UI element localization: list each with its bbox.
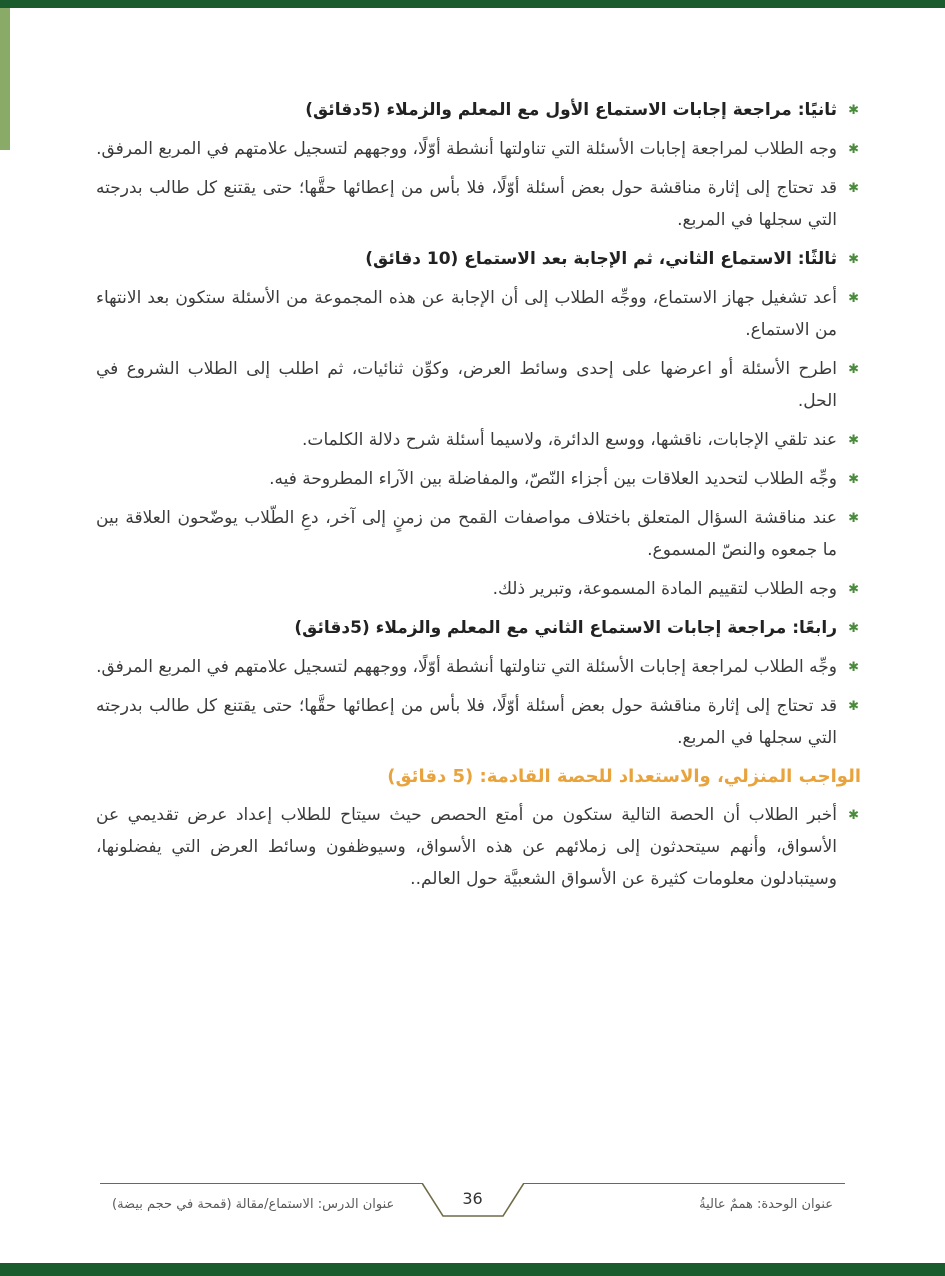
homework-section-heading: الواجب المنزلي، والاستعداد للحصة القادمة: (5 دقائق) (387, 766, 861, 787)
left-edge-accent (0, 8, 10, 150)
bullet-star-icon: ✱ (848, 511, 859, 526)
bullet-star-icon: ✱ (848, 582, 859, 597)
bullet-text: أخبر الطلاب أن الحصة التالية ستكون من أمتع الحصص حيث سيتاح للطلاب إعداد عرض تقديمي عن الأسواق، وأنهم سيتحدثون إلى زملائهم عن هذه الأسواق، وسيوظفون وسائط العرض التي يفضلونها، وسيتبادلون معلومات كثيرة عن الأسواق الشعبيَّة حول العالم.. (96, 805, 837, 889)
bullet-item (96, 463, 861, 495)
bullet-star-icon: ✱ (848, 699, 859, 714)
bullet-text: قد تحتاج إلى إثارة مناقشة حول بعض أسئلة أوّلًا، فلا بأس من إعطائها حقَّها؛ حتى يقتنع كل طالب بدرجته التي سجلها في المربع. (96, 178, 837, 230)
bullet-item (96, 133, 861, 165)
bullet-star-icon: ✱ (848, 142, 859, 157)
footer-unit-title: عنوان الوحدة: هممٌ عاليةُ (699, 1197, 833, 1212)
bullet-text: وجِّه الطلاب لتحديد العلاقات بين أجزاء النّصّ، والمفاضلة بين الآراء المطروحة فيه. (269, 469, 837, 489)
bullet-item (96, 690, 861, 754)
bullet-text: اطرح الأسئلة أو اعرضها على إحدى وسائط العرض، وكوِّن ثنائيات، ثم اطلب إلى الطلاب الشروع في الحل. (96, 359, 837, 411)
bullet-text: عند تلقي الإجابات، ناقشها، ووسع الدائرة، ولاسيما أسئلة شرح دلالة الكلمات. (302, 430, 837, 450)
bullet-star-icon: ✱ (848, 621, 859, 636)
bullet-star-icon: ✱ (848, 291, 859, 306)
bullet-star-icon: ✱ (848, 103, 859, 118)
bullet-text: عند مناقشة السؤال المتعلق باختلاف مواصفات القمح من زمنٍ إلى آخر، دعِ الطّلاب يوضّحون العلاقة بين ما جمعوه والنصّ المسموع. (96, 508, 837, 560)
bullet-item (96, 172, 861, 236)
bullet-item (96, 651, 861, 683)
bullet-star-icon: ✱ (848, 660, 859, 675)
bullet-item (96, 424, 861, 456)
bullet-star-icon: ✱ (848, 362, 859, 377)
top-border (0, 0, 945, 8)
bullet-text: أعد تشغيل جهاز الاستماع، ووجِّه الطلاب إلى أن الإجابة عن هذه المجموعة من الأسئلة ستكون بعد الانتهاء من الاستماع. (96, 288, 837, 340)
bullet-text: وجه الطلاب لمراجعة إجابات الأسئلة التي تناولتها أنشطة أوّلًا، ووجههم لتسجيل علامتهم في المربع المرفق. (96, 139, 837, 159)
bullet-text: قد تحتاج إلى إثارة مناقشة حول بعض أسئلة أوّلًا، فلا بأس من إعطائها حقَّها؛ حتى يقتنع كل طالب بدرجته التي سجلها في المربع. (96, 696, 837, 748)
bullet-item (96, 243, 861, 275)
bullet-item (96, 799, 861, 895)
bullet-star-icon: ✱ (848, 433, 859, 448)
lesson-content (96, 94, 861, 902)
bullet-star-icon: ✱ (848, 252, 859, 267)
bullet-star-icon: ✱ (848, 808, 859, 823)
bullet-text: وجه الطلاب لتقييم المادة المسموعة، وتبرير ذلك. (492, 579, 837, 599)
bullet-item (96, 612, 861, 644)
bullet-text: ثالثًا: الاستماع الثاني، ثم الإجابة بعد الاستماع (10 دقائق) (365, 249, 837, 269)
bullet-item (96, 573, 861, 605)
bullet-text: وجِّه الطلاب لمراجعة إجابات الأسئلة التي تناولتها أنشطة أوّلًا، ووجههم لتسجيل علامتهم في المربع المرفق. (96, 657, 837, 677)
page-number: 36 (462, 1189, 483, 1208)
page-number-tab (417, 1183, 529, 1221)
bullet-text: ثانيًا: مراجعة إجابات الاستماع الأول مع المعلم والزملاء (5دقائق) (305, 100, 837, 120)
bullet-item (96, 353, 861, 417)
bullet-list (96, 94, 861, 895)
page-footer (0, 1183, 945, 1263)
bottom-border (0, 1263, 945, 1276)
bullet-text: رابعًا: مراجعة إجابات الاستماع الثاني مع المعلم والزملاء (5دقائق) (294, 618, 837, 638)
bullet-item (96, 94, 861, 126)
bullet-item (96, 282, 861, 346)
bullet-star-icon: ✱ (848, 181, 859, 196)
footer-lesson-title: عنوان الدرس: الاستماع/مقالة (قمحة في حجم بيضة) (112, 1197, 395, 1212)
bullet-star-icon: ✱ (848, 472, 859, 487)
bullet-item (96, 502, 861, 566)
